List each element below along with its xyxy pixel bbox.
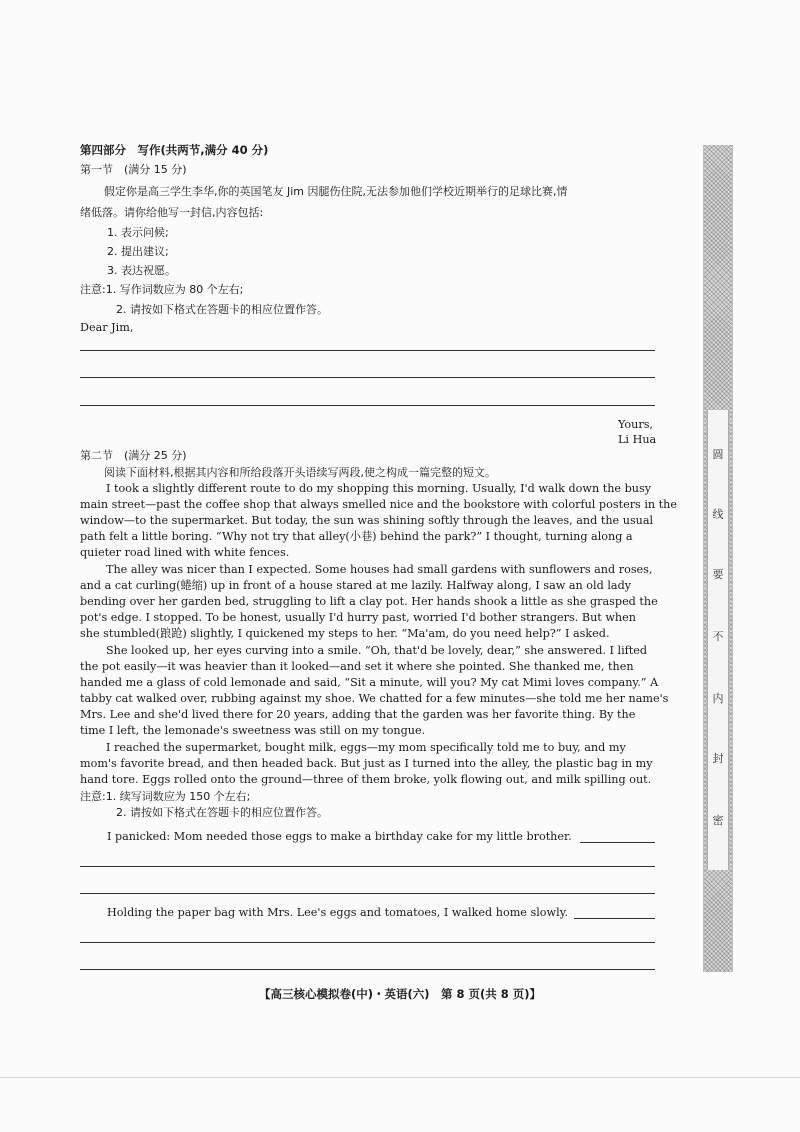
passage-line: pot's edge. I stopped. To be honest, usually I'd hurry past, worried I'd bother strangers. But when [80, 611, 636, 624]
passage-line: The alley was nicer than I expected. Some houses had small gardens with sunflowers and roses, [106, 563, 653, 576]
passage-line: time I left, the lemonade's sweetness was still on my tongue. [80, 724, 426, 737]
paragraph-starter: Holding the paper bag with Mrs. Lee's eggs and tomatoes, I walked home slowly. [107, 906, 569, 919]
passage-line: bending over her garden bed, struggling to lift a clay pot. Her hands shook a little as she grasped the [80, 595, 658, 608]
passage-line: handed me a glass of cold lemonade and said, “Sit a minute, will you? My cat Mimi loves company.” A [80, 676, 659, 689]
passage-line: tabby cat walked over, rubbing against my shoe. We chatted for a few minutes—she told me her name's [80, 692, 669, 705]
seal-line-strip [707, 410, 729, 870]
note: 注意:1. 写作词数应为 80 个左右; [80, 283, 244, 296]
passage-line: path felt a little boring. “Why not try that alley(小巷) behind the park?” I thought, turning along a [80, 530, 633, 543]
writing-line [80, 942, 655, 943]
part-heading: 第四部分 写作(共两节,满分 40 分) [80, 143, 269, 157]
note: 2. 请按如下格式在答题卡的相应位置作答。 [116, 303, 328, 316]
binding-margin [703, 145, 733, 972]
writing-line [580, 842, 655, 843]
passage-line: hand tore. Eggs rolled onto the ground—three of them broke, yolk flowing out, and milk spilling out. [80, 773, 652, 786]
writing-line [574, 918, 655, 919]
content-point: 1. 表示问候; [107, 226, 169, 239]
note: 2. 请按如下格式在答题卡的相应位置作答。 [116, 806, 328, 819]
writing-line [80, 866, 655, 867]
section1-prompt: 绪低落。请你给他写一封信,内容包括: [80, 206, 264, 219]
letter-closing: Yours, [618, 418, 653, 431]
passage-line: the pot easily—it was heavier than it looked—and set it where she pointed. She thanked me, then [80, 660, 634, 673]
passage-line: main street—past the coffee shop that always smelled nice and the bookstore with colorful posters in the [80, 498, 677, 511]
seal-char: 要 [712, 568, 724, 581]
paragraph-starter: I panicked: Mom needed those eggs to make a birthday cake for my little brother. [107, 830, 572, 843]
passage-line: quieter road lined with white fences. [80, 546, 290, 559]
note: 注意:1. 续写词数应为 150 个左右; [80, 790, 251, 803]
passage-line: window—to the supermarket. But today, the sun was shining softly through the leaves, and the usual [80, 514, 654, 527]
scan-edge [0, 1077, 800, 1078]
writing-line [80, 969, 655, 970]
writing-line [80, 350, 655, 351]
passage-line: I took a slightly different route to do my shopping this morning. Usually, I'd walk down the busy [106, 482, 652, 495]
passage-line: She looked up, her eyes curving into a smile. “Oh, that'd be lovely, dear,” she answered. I lifted [106, 644, 648, 657]
letter-salutation: Dear Jim, [80, 321, 134, 334]
seal-char: 圆 [712, 448, 724, 461]
letter-signature: Li Hua [618, 433, 657, 446]
seal-char: 线 [712, 508, 724, 521]
section2-title: 第二节 (满分 25 分) [80, 449, 187, 462]
seal-char: 内 [712, 692, 724, 705]
passage-line: mom's favorite bread, and then headed back. But just as I turned into the alley, the plastic bag in my [80, 757, 653, 770]
passage-line: and a cat curling(蜷缩) up in front of a house stared at me lazily. Halfway along, I saw an old lady [80, 579, 632, 592]
seal-char: 不 [712, 630, 724, 643]
writing-line [80, 405, 655, 406]
seal-char: 密 [712, 814, 724, 827]
passage-line: I reached the supermarket, bought milk, eggs—my mom specifically told me to buy, and my [106, 741, 626, 754]
page-footer: 【高三核心模拟卷(中)・英语(六) 第 8 页(共 8 页)】 [258, 987, 542, 1001]
seal-char: 封 [712, 752, 724, 765]
content-point: 3. 表达祝愿。 [107, 264, 176, 277]
section1-title: 第一节 (满分 15 分) [80, 163, 187, 176]
passage-line: Mrs. Lee and she'd lived there for 20 years, adding that the garden was her favorite thing. By the [80, 708, 636, 721]
passage-line: she stumbled(踉跄) slightly, I quickened my steps to her. “Ma'am, do you need help?” I asked. [80, 627, 610, 640]
section2-instruction: 阅读下面材料,根据其内容和所给段落开头语续写两段,使之构成一篇完整的短文。 [104, 466, 496, 479]
writing-line [80, 377, 655, 378]
content-point: 2. 提出建议; [107, 245, 169, 258]
writing-line [80, 893, 655, 894]
section1-prompt: 假定你是高三学生李华,你的英国笔友 Jim 因腿伤住院,无法参加他们学校近期举行的足球比赛,情 [104, 185, 568, 198]
